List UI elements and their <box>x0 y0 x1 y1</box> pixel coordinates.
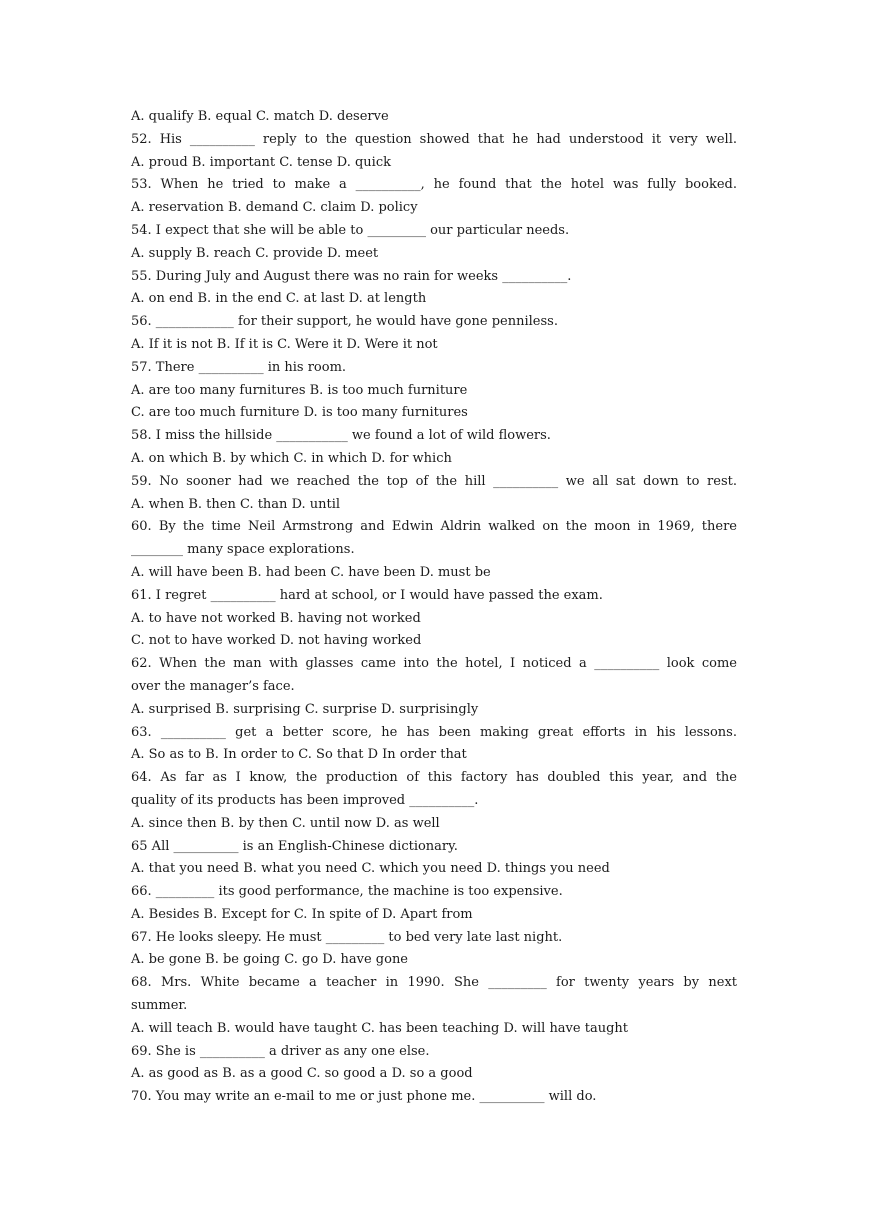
text-line: A. that you need B. what you need C. which you need D. things you need <box>131 861 610 877</box>
text-line: C. not to have worked D. not having worked <box>131 633 422 649</box>
text-line: 60. By the time Neil Armstrong and Edwin Aldrin walked on the moon in 1969, there <box>131 519 737 535</box>
text-line: 61. I regret __________ hard at school, or I would have passed the exam. <box>131 587 603 603</box>
text-line: 55. During July and August there was no rain for weeks __________. <box>131 268 572 284</box>
text-line: A. reservation B. demand C. claim D. policy <box>131 200 418 216</box>
text-line: C. are too much furniture D. is too many furnitures <box>131 405 468 421</box>
text-line: A. are too many furnitures B. is too much furniture <box>131 382 468 398</box>
text-line: 62. When the man with glasses came into the hotel, I noticed a __________ look come <box>131 656 737 672</box>
text-line: 70. You may write an e-mail to me or just phone me. __________ will do. <box>131 1089 597 1105</box>
text-line: A. will have been B. had been C. have been D. must be <box>131 564 491 580</box>
text-line: 63. __________ get a better score, he has been making great efforts in his lessons. <box>131 724 737 740</box>
text-line: A. Besides B. Except for C. In spite of D. Apart from <box>131 906 473 922</box>
text-line: 54. I expect that she will be able to _________ our particular needs. <box>131 222 570 238</box>
text-line: A. on end B. in the end C. at last D. at length <box>131 291 427 307</box>
text-line: A. will teach B. would have taught C. has been teaching D. will have taught <box>131 1020 628 1036</box>
text-line: A. So as to B. In order to C. So that D In order that <box>131 747 467 763</box>
text-line: summer. <box>131 998 188 1014</box>
text-line: A. If it is not B. If it is C. Were it D. Were it not <box>131 336 438 352</box>
text-line: 52. His __________ reply to the question showed that he had understood it very well. <box>131 131 737 147</box>
text-line: A. qualify B. equal C. match D. deserve <box>131 109 389 124</box>
text-line: 59. No sooner had we reached the top of the hill __________ we all sat down to rest. <box>131 473 737 489</box>
text-line: 66. _________ its good performance, the machine is too expensive. <box>131 884 563 900</box>
text-line: 67. He looks sleepy. He must _________ to bed very late last night. <box>131 929 563 945</box>
text-line: over the manager’s face. <box>131 678 295 694</box>
text-line: 69. She is __________ a driver as any one else. <box>131 1043 430 1059</box>
text-line: ________ many space explorations. <box>131 542 355 558</box>
text-line: A. surprised B. surprising C. surprise D. surprisingly <box>131 701 479 717</box>
text-line: 56. ____________ for their support, he would have gone penniless. <box>131 314 558 330</box>
text-line: A. when B. then C. than D. until <box>131 496 341 512</box>
text-line: quality of its products has been improved __________. <box>131 792 479 808</box>
document-page <box>131 106 737 1109</box>
text-line: A. since then B. by then C. until now D. as well <box>131 815 440 831</box>
text-line: 58. I miss the hillside ___________ we found a lot of wild flowers. <box>131 428 551 444</box>
text-line: A. be gone B. be going C. go D. have gone <box>131 952 409 968</box>
text-line: A. proud B. important C. tense D. quick <box>131 154 391 170</box>
text-line: A. to have not worked B. having not worked <box>131 610 421 626</box>
text-line: 57. There __________ in his room. <box>131 359 347 375</box>
text-line: 53. When he tried to make a __________, he found that the hotel was fully booked. <box>131 177 737 193</box>
text-line: 64. As far as I know, the production of this factory has doubled this year, and the <box>131 770 737 786</box>
text-line: 65 All __________ is an English-Chinese dictionary. <box>131 838 458 854</box>
text-line: 68. Mrs. White became a teacher in 1990. She _________ for twenty years by next <box>131 975 737 991</box>
text-line: A. on which B. by which C. in which D. for which <box>131 450 452 466</box>
text-line: A. as good as B. as a good C. so good a D. so a good <box>131 1066 473 1082</box>
text-line: A. supply B. reach C. provide D. meet <box>131 245 379 261</box>
